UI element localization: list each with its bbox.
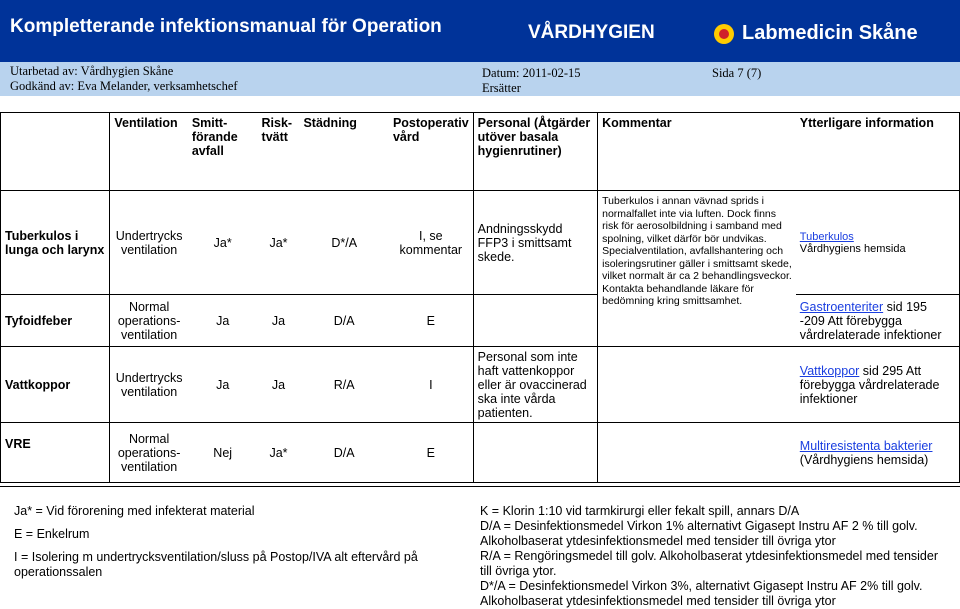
cell-ventilation: Normal operations-ventilation [110,295,188,347]
row-name-vattkoppor: Vattkoppor [1,347,110,423]
legend-right [480,504,950,609]
header-ventilation: Ventilation [110,113,188,191]
prepared-by: Utarbetad av: Vårdhygien Skåne [10,64,174,78]
link-gastroenteriter[interactable]: Gastroenteriter [799,299,884,314]
cell-ytterligare-information [796,191,960,295]
row-name-tyfoidfeber: Tyfoidfeber [1,295,110,347]
table-row [1,423,960,483]
unit-name: VÅRDHYGIEN [528,22,655,43]
cell-risktvatt: Ja [258,295,300,347]
table-row [1,295,960,347]
cell-personal [473,295,597,347]
cell-stadning: D/A [299,295,388,347]
header-postoperativ-vard: Postoperativ vård [389,113,473,191]
header-smittforande-avfall: Smitt- förande avfall [188,113,258,191]
cell-stadning: R/A [299,347,388,423]
cell-stadning: D/A [299,423,388,483]
cell-ytterligare-information [796,347,960,423]
info-text: (Vårdhygiens hemsida) [799,452,929,467]
cell-risktvatt: Ja [258,347,300,423]
header-ytterligare-information: Ytterligare information [796,113,960,191]
cell-postoperativ-vard: E [389,295,473,347]
cell-smittforande-avfall: Ja [188,295,258,347]
info-text: sid 195 -209 Att förebygga vårdrelaterade infektioner [799,299,942,342]
cell-stadning: D*/A [299,191,388,295]
row-name-vre: VRE [1,423,110,483]
cell-postoperativ-vard: I [389,347,473,423]
cell-personal: Personal som inte haft vattenkoppor eller är ovaccinerad ska inte vårda patienten. [473,347,597,423]
cell-risktvatt: Ja* [258,191,300,295]
cell-smittforande-avfall: Nej [188,423,258,483]
link-vattkoppor[interactable]: Vattkoppor [799,363,860,378]
header-kommentar: Kommentar [598,113,796,191]
cell-risktvatt: Ja* [258,423,300,483]
cell-ventilation: Undertrycks ventilation [110,191,188,295]
cell-smittforande-avfall: Ja [188,347,258,423]
link-tuberkulos[interactable]: Tuberkulos [799,230,854,243]
logo-text: Labmedicin Skåne [742,22,918,44]
cell-smittforande-avfall: Ja* [188,191,258,295]
legend-item: I = Isolering m undertrycksventilation/sluss på Postop/IVA alt eftervård på operationssalen [14,550,418,579]
legend-left [14,504,424,580]
cell-kommentar [598,423,796,483]
infection-table [0,112,960,483]
labmedicin-logo-icon [712,23,736,45]
table-row [1,191,960,295]
cell-postoperativ-vard: E [389,423,473,483]
labmedicin-logo [712,22,918,45]
header-risktvatt: Risk- tvätt [258,113,300,191]
cell-ventilation: Normal operations-ventilation [110,423,188,483]
table-row [1,347,960,423]
legend-item: D*/A = Desinfektionsmedel Virkon 3%, alternativt Gigasept Instru AF 2% till golv. Alkoholbaserat ytdesinfektionsmedel med tensider till övriga ytor [480,579,923,608]
info-text: sid 295 Att förebygga vårdrelaterade infektioner [799,363,940,406]
cell-kommentar [598,347,796,423]
document-title: Kompletterande infektionsmanual för Operation [10,16,442,37]
approved-by: Godkänd av: Eva Melander, verksamhetschef [10,79,238,93]
legend-item: D/A = Desinfektionsmedel Virkon 1% alternativt Gigasept Instru AF 2 % till golv. Alkoholbaserat ytdesinfektionsmedel med tensider till övriga ytor [480,519,918,548]
cell-ytterligare-information [796,423,960,483]
info-text: Vårdhygiens hemsida [799,242,906,255]
page-number: Sida 7 (7) [712,66,762,80]
cell-ytterligare-information [796,295,960,347]
legend-item: E = Enkelrum [14,527,90,541]
legend-item: K = Klorin 1:10 vid tarmkirurgi eller fekalt spill, annars D/A [480,504,800,518]
replaces-field: Ersätter [482,81,521,95]
header-stadning: Städning [299,113,388,191]
cell-kommentar: Tuberkulos i annan vävnad sprids i normalfallet inte via luften. Dock finns risk för aerosolbildning i samband med spolning, vilket därför bör undvikas. Specialventilation, avfallshantering och isoleringsrutiner gäller i smittsamt skede, vilket normalt är ca 2 behandlingsveckor. Kontakta behandlande läkare för bedömning kring smittsamhet. [598,191,796,347]
corner-cell [1,113,110,191]
cell-postoperativ-vard: I, se kommentar [389,191,473,295]
header-personal: Personal (Åtgärder utöver basala hygienrutiner) [473,113,597,191]
cell-ventilation: Undertrycks ventilation [110,347,188,423]
cell-personal: Andningsskydd FFP3 i smittsamt skede. [473,191,597,295]
link-multiresistenta-bakterier[interactable]: Multiresistenta bakterier [799,438,933,453]
legend-item: Ja* = Vid förorening med infekterat material [14,504,255,518]
document-date: Datum: 2011-02-15 [482,66,581,80]
cell-personal [473,423,597,483]
legend-item: R/A = Rengöringsmedel till golv. Alkoholbaserat ytdesinfektionsmedel med tensider till övriga ytor. [480,549,939,578]
row-name-tuberkulos: Tuberkulos i lunga och larynx [1,191,110,295]
